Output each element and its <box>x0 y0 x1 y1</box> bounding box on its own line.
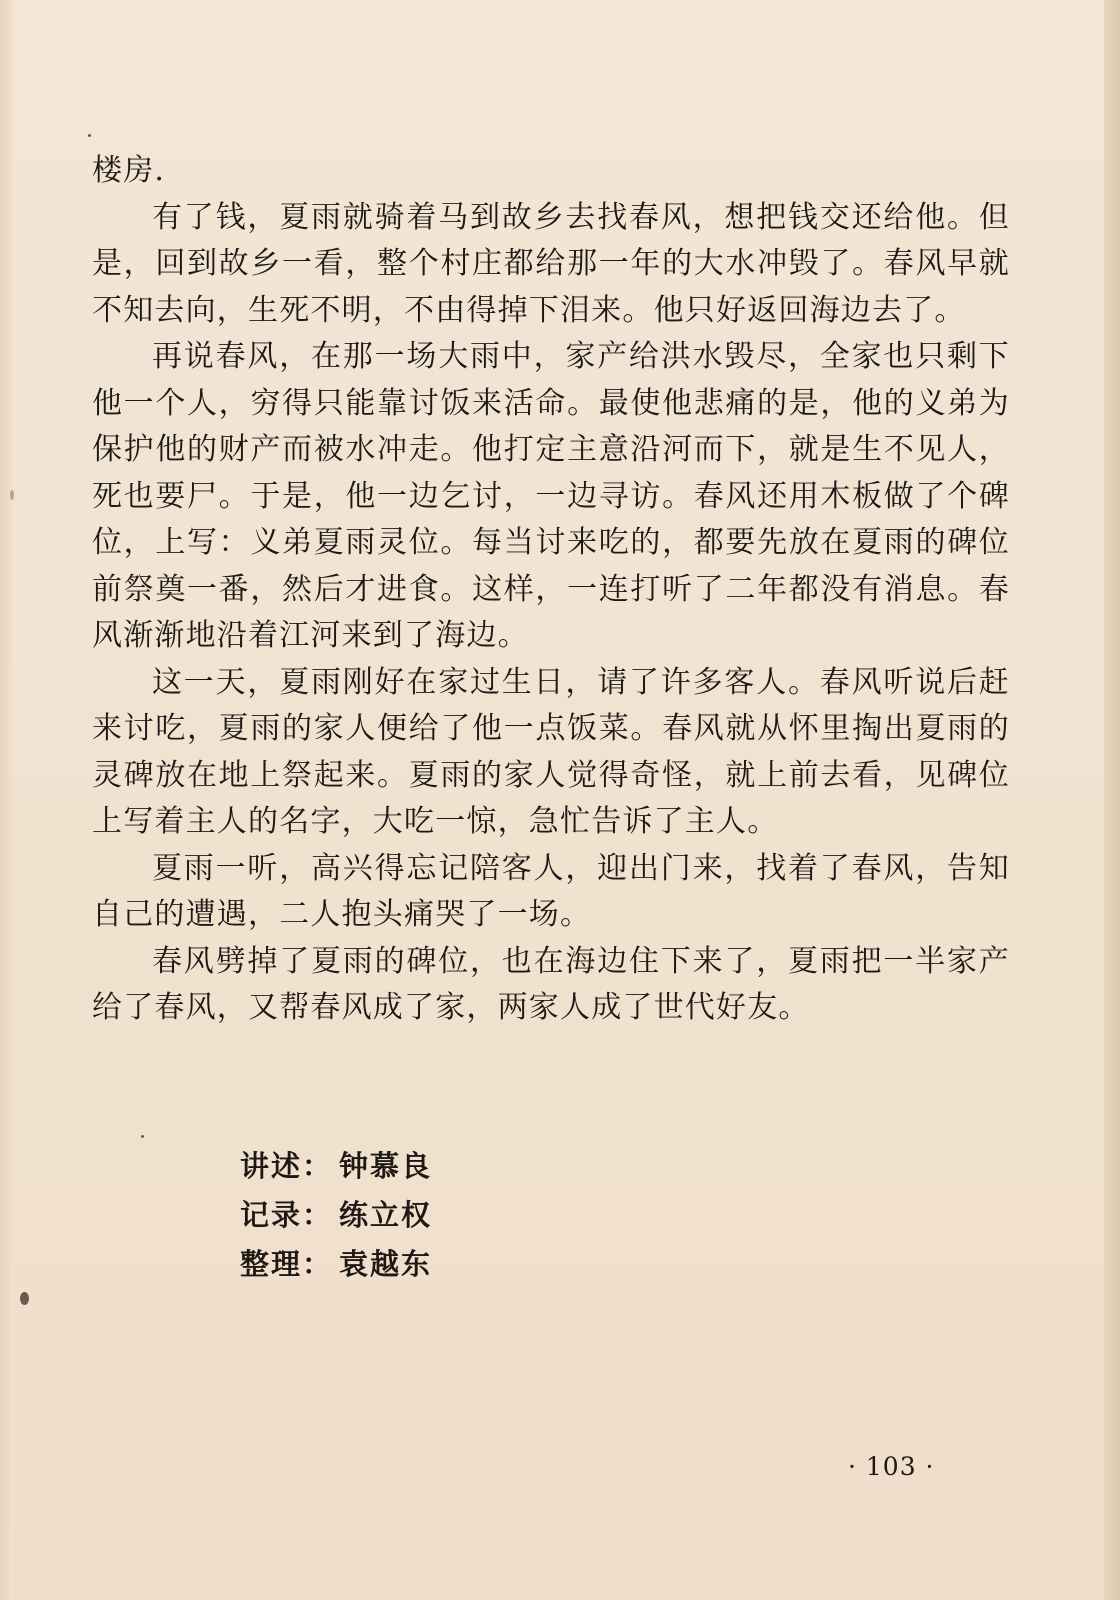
paper-speck <box>20 1292 29 1305</box>
paper-speck <box>10 490 14 500</box>
credit-name: 钟慕良 <box>339 1149 433 1183</box>
credit-label: 记录： <box>240 1198 334 1232</box>
paragraph-3: 再说春风，在那一场大雨中，家产给洪水毁尽，全家也只剩下他一个人，穷得只能靠讨饭来活命。最使他悲痛的是，他的义弟为保护他的财产而被水冲走。他打定主意沿河而下，就是生不见人，死也要尸。于是，他一边乞讨，一边寻访。春风还用木板做了个碑位，上写：义弟夏雨灵位。每当讨来吃的，都要先放在夏雨的碑位前祭奠一番，然后才进食。这样，一连打听了二年都没有消息。春风渐渐地沿着江河来到了海边。 <box>92 339 1010 653</box>
paragraph-1: 楼房. <box>92 153 166 188</box>
credits-block <box>240 1142 432 1289</box>
page-number: · 103 · <box>848 1452 935 1481</box>
story-text <box>92 148 1010 1032</box>
credit-editor <box>240 1240 432 1289</box>
paragraph-5: 夏雨一听，高兴得忘记陪客人，迎出门来，找着了春风，告知自己的遭遇，二人抱头痛哭了一场。 <box>92 850 1010 932</box>
paper-speck <box>88 134 91 137</box>
right-page-edge <box>1104 0 1120 1600</box>
paragraph-2: 有了钱，夏雨就骑着马到故乡去找春风，想把钱交还给他。但是，回到故乡一看，整个村庄都给那一年的大水冲毁了。春风早就不知去向，生死不明，不由得掉下泪来。他只好返回海边去了。 <box>92 199 1010 328</box>
credit-recorder <box>240 1191 432 1240</box>
credit-name: 练立权 <box>339 1198 433 1232</box>
left-page-edge <box>0 0 14 1600</box>
credit-narrator <box>240 1142 432 1191</box>
credit-label: 整理： <box>240 1247 334 1281</box>
paper-speck <box>141 1135 144 1138</box>
credit-name: 袁越东 <box>339 1247 433 1281</box>
credit-label: 讲述： <box>240 1149 334 1183</box>
paragraph-6: 春风劈掉了夏雨的碑位，也在海边住下来了，夏雨把一半家产给了春风，又帮春风成了家，两家人成了世代好友。 <box>92 943 1010 1025</box>
paragraph-4: 这一天，夏雨刚好在家过生日，请了许多客人。春风听说后赶来讨吃，夏雨的家人便给了他一点饭菜。春风就从怀里掏出夏雨的灵碑放在地上祭起来。夏雨的家人觉得奇怪，就上前去看，见碑位上写着主人的名字，大吃一惊，急忙告诉了主人。 <box>92 664 1010 839</box>
